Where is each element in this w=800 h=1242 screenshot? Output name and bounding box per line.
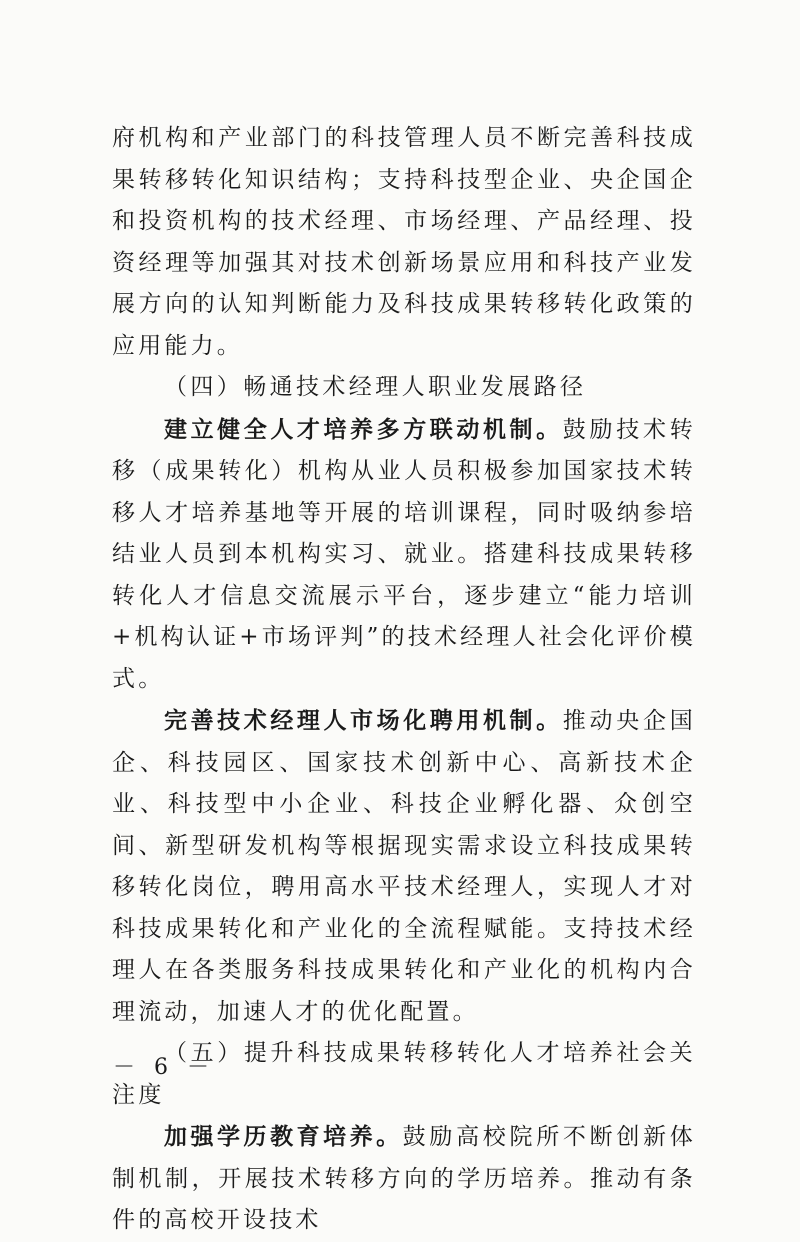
paragraph-bold-lead: 建立健全人才培养多方联动机制。 <box>164 415 563 443</box>
paragraph-degree-education <box>112 1116 696 1242</box>
paragraph-market-hiring-mechanism <box>112 700 696 1033</box>
section-heading-text: （四）畅通技术经理人职业发展路径 <box>164 374 587 400</box>
page-number: － 6 － <box>113 1055 215 1080</box>
section-heading-four <box>112 367 696 409</box>
paragraph-text: 推动央企国企、科技园区、国家技术创新中心、高新技术企业、科技型中小企业、科技企业孵化器、众创空间、新型研发机构等根据现实需求设立科技成果转移转化岗位，聘用高水平技术经理人，实现人才对科技成果转化和产业化的全流程赋能。支持技术经理人在各类服务科技成果转化和产业化的机构内合理流动，加速人才的优化配置。 <box>112 708 697 1025</box>
paragraph-talent-training-mechanism <box>112 409 696 701</box>
paragraph-bold-lead: 加强学历教育培养。 <box>164 1123 403 1150</box>
paragraph-bold-lead: 完善技术经理人市场化聘用机制。 <box>164 707 563 734</box>
paragraph-text: 鼓励高校院所不断创新体制机制，开展技术转移方向的学历培养。推动有条件的高校开设技术 <box>112 1124 696 1233</box>
paragraph-text: 府机构和产业部门的科技管理人员不断完善科技成果转移转化知识结构；支持科技型企业、央企国企和投资机构的技术经理、市场经理、产品经理、投资经理等加强其对技术创新场景应用和科技产业发展方向的认知判断能力及科技成果转移转化政策的应用能力。 <box>112 125 696 359</box>
paragraph-continuation <box>112 118 696 367</box>
paragraph-text: 鼓励技术转移（成果转化）机构从业人员积极参加国家技术转移人才培养基地等开展的培训课程，同时吸纳参培结业人员到本机构实习、就业。搭建科技成果转移转化人才信息交流展示平台，逐步建立“能力培训+机构认证+市场评判”的技术经理人社会化评价模式。 <box>112 416 697 692</box>
section-heading-text: （五）提升科技成果转移转化人才培养社会关注度 <box>112 1040 696 1108</box>
